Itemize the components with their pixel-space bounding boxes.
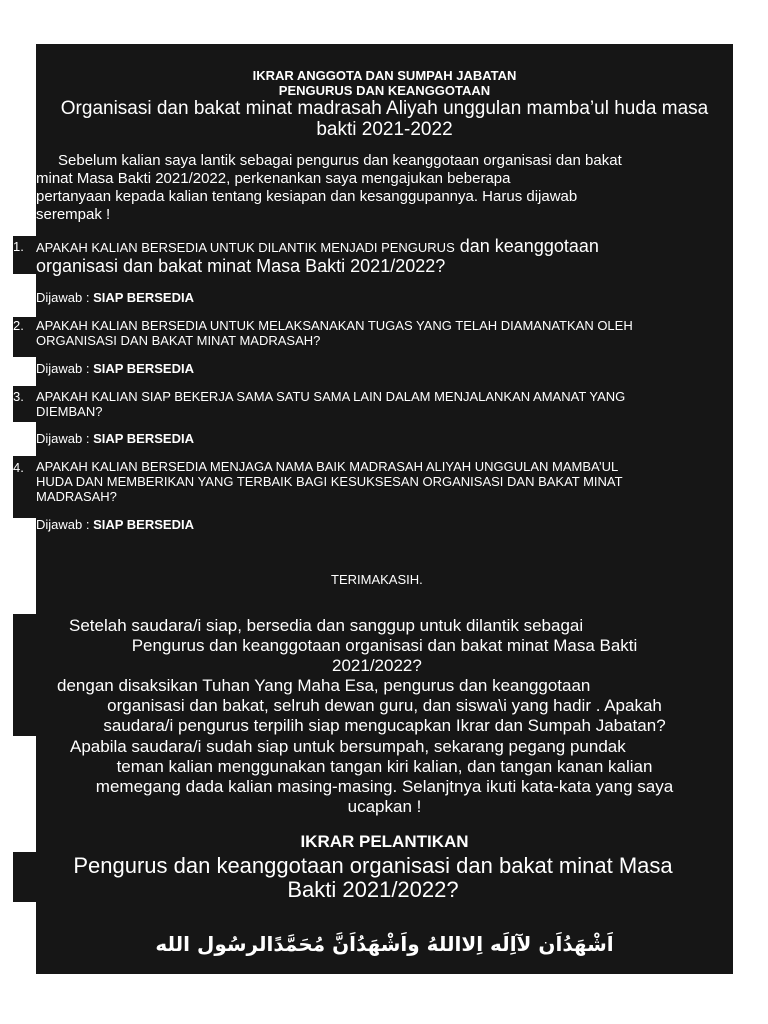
question-3-answer [36,432,194,445]
pledge-intro-line5: organisasi dan bakat, selruh dewan guru, dan siswa\i yang hadir . Apakah [107,696,662,715]
question-1-line2: organisasi dan bakat minat Masa Bakti 2021/2022? [36,256,446,276]
question-2-number: 2. [13,318,24,333]
pledge-intro-line10: ucapkan ! [347,797,422,816]
answer-label: Dijawab : [36,290,94,305]
shahada-text: اَشْهَدُاَن لآاِلَه اِلااللهُ واَشْهَدُاَنَّ مُحَمَّدًالرسُول الله [155,932,614,956]
question-3-line2: DIEMBAN? [36,404,103,419]
closing-text: TERIMAKASIH. [331,572,423,587]
document-subtitle-line2: bakti 2021-2022 [316,119,453,140]
pledge-intro-line8: teman kalian menggunakan tangan kiri kalian, dan tangan kanan kalian [116,757,653,776]
document-subtitle-line1: Organisasi dan bakat minat madrasah Aliyah unggulan mamba’ul huda masa [60,98,709,119]
pledge-intro-line6: saudara/i pengurus terpilih siap mengucapkan Ikrar dan Sumpah Jabatan? [103,716,666,735]
answer-value: SIAP BERSEDIA [93,431,194,446]
ikrar-line1: Pengurus dan keanggotaan organisasi dan bakat minat Masa [73,853,673,878]
question-2-answer [36,362,194,375]
question-4-line3: MADRASAH? [36,489,117,504]
answer-value: SIAP BERSEDIA [93,290,194,305]
answer-label: Dijawab : [36,361,94,376]
question-4-number: 4. [13,460,24,475]
question-4-line2: HUDA DAN MEMBERIKAN YANG TERBAIK BAGI KESUKSESAN ORGANISASI DAN BAKAT MINAT [36,474,623,489]
question-1-line1-upper: APAKAH KALIAN BERSEDIA UNTUK DILANTIK MENJADI PENGURUS [36,240,455,255]
question-1-line1 [36,237,599,256]
question-1-answer [36,291,194,304]
pledge-intro-line7: Apabila saudara/i sudah siap untuk bersumpah, sekarang pegang pundak [70,737,626,756]
intro-line4: serempak ! [36,206,111,223]
question-3-number: 3. [13,389,24,404]
answer-value: SIAP BERSEDIA [93,361,194,376]
pledge-intro-line3: 2021/2022? [332,656,422,675]
question-2-line1: APAKAH KALIAN BERSEDIA UNTUK MELAKSANAKAN TUGAS YANG TELAH DIAMANATKAN OLEH [36,318,633,333]
question-2-line2: ORGANISASI DAN BAKAT MINAT MADRASAH? [36,333,321,348]
pledge-intro-line4: dengan disaksikan Tuhan Yang Maha Esa, pengurus dan keanggotaan [57,676,591,695]
ikrar-heading: IKRAR PELANTIKAN [300,832,469,851]
document-title-line1: IKRAR ANGGOTA DAN SUMPAH JABATAN [252,68,517,83]
question-3-line1: APAKAH KALIAN SIAP BEKERJA SAMA SATU SAMA LAIN DALAM MENJALANKAN AMANAT YANG [36,389,626,404]
document-title-line2: PENGURUS DAN KEANGGOTAAN [278,83,491,98]
answer-label: Dijawab : [36,431,94,446]
question-4-line1: APAKAH KALIAN BERSEDIA MENJAGA NAMA BAIK MADRASAH ALIYAH UNGGULAN MAMBA’UL [36,459,619,474]
answer-label: Dijawab : [36,517,94,532]
intro-line3: pertanyaan kepada kalian tentang kesiapan dan kesanggupannya. Harus dijawab [36,188,578,205]
ikrar-line2: Bakti 2021/2022? [287,877,459,902]
answer-value: SIAP BERSEDIA [93,517,194,532]
pledge-intro-line9: memegang dada kalian masing-masing. Selanjtnya ikuti kata-kata yang saya [95,777,674,796]
intro-line2: minat Masa Bakti 2021/2022, perkenankan saya mengajukan beberapa [36,170,511,187]
question-4-answer [36,518,194,531]
question-1-number: 1. [13,239,24,254]
pledge-intro-line1: Setelah saudara/i siap, bersedia dan sanggup untuk dilantik sebagai [69,616,584,635]
question-1-line1-lower: dan keanggotaan [454,236,599,256]
intro-line1: Sebelum kalian saya lantik sebagai pengurus dan keanggotaan organisasi dan bakat [58,152,622,169]
pledge-intro-line2: Pengurus dan keanggotaan organisasi dan bakat minat Masa Bakti [131,636,638,655]
